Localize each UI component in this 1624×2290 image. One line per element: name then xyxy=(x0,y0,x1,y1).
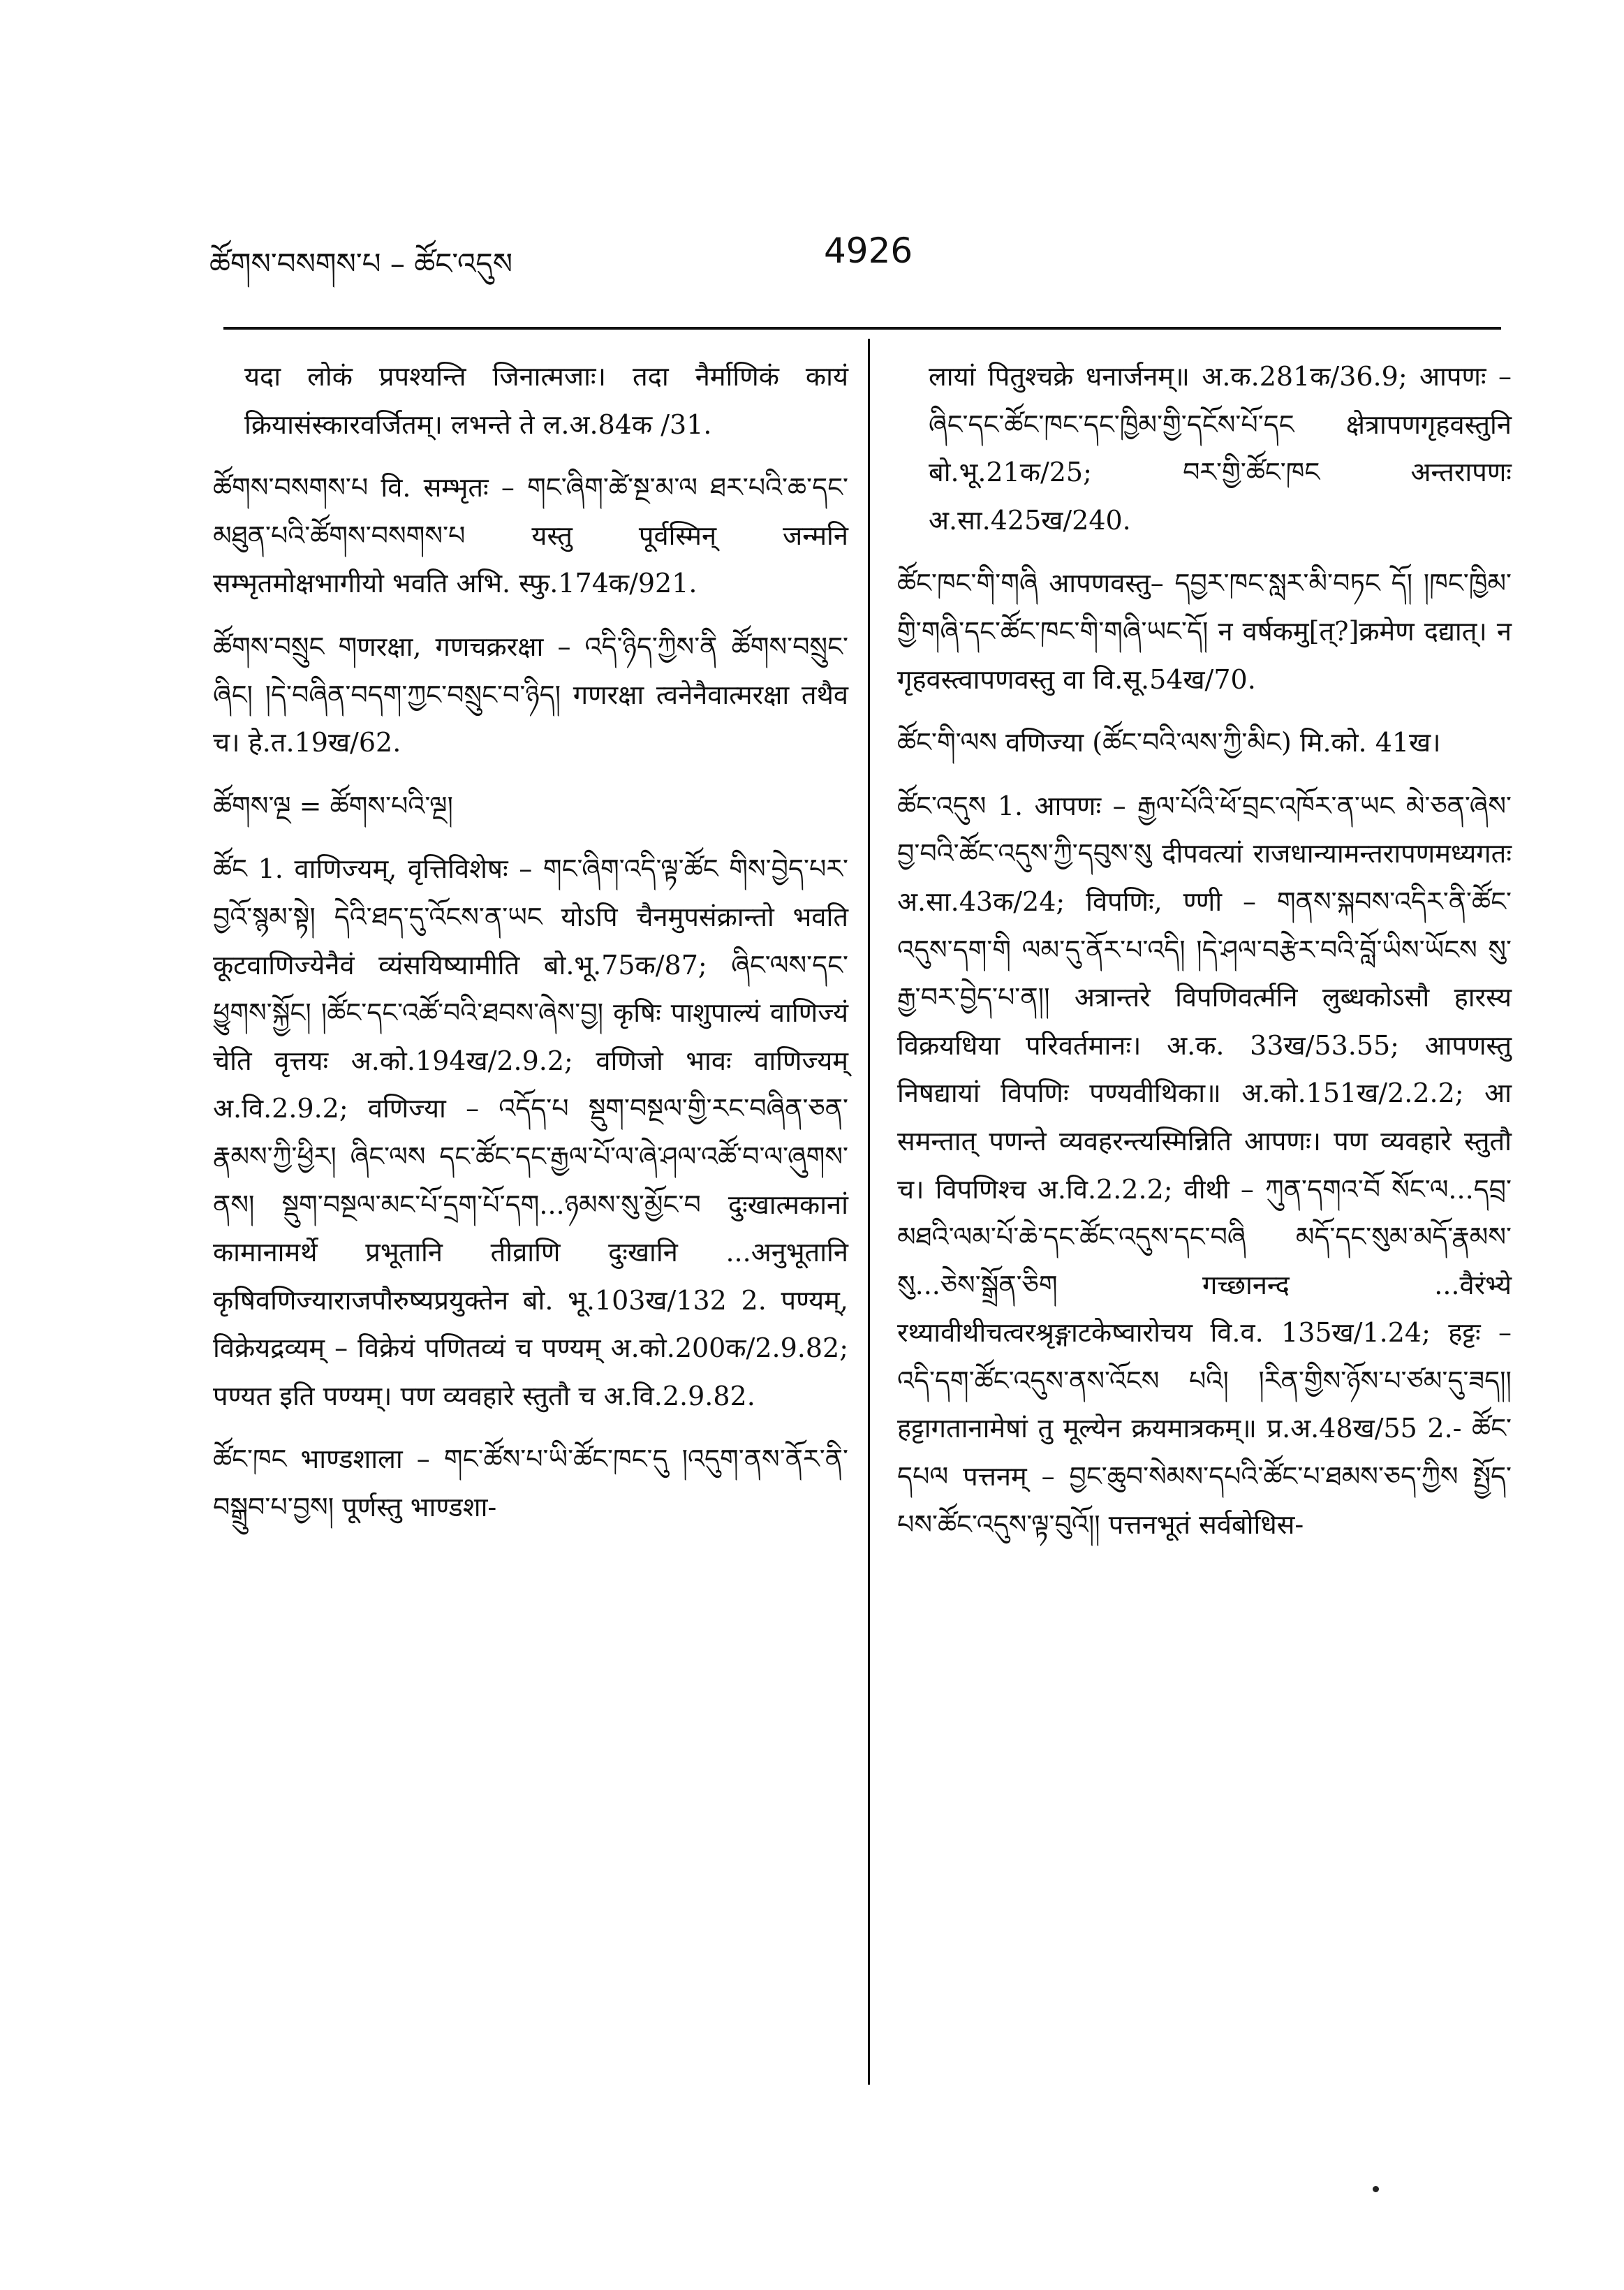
dictionary-entry: ཚོགས་བསགས་པ वि. सम्भृतः – གང་ཞིག་ཚེ་སྔ་མ་ལ ཐར་པའི་ཆ་དང་མཐུན་པའི་ཚོགས་བསགས་པ यस्तु पूर्वस्मिन् जन्मनि सम्भृतमोक्षभागीयो भवति अभि. स्फु.174क/921. xyxy=(213,472,848,599)
dictionary-entry: यदा लोकं प्रपश्यन्ति जिनात्मजाः। तदा नैर्माणिकं कायं क्रियासंस्कारवर्जितम्। लभन्ते ते ल.अ.84क /31. xyxy=(244,361,848,440)
header-rule xyxy=(223,327,1501,330)
dictionary-entry: लायां पितुश्चक्रे धनार्जनम्॥ अ.क.281क/36.9; आपणः – ཞིང་དང་ཚོང་ཁང་དང་ཁྱིམ་གྱི་དངོས་པོ་དང क्षेत्रापणगृहवस्तुनि बो.भू.21क/25; བར་གྱི་ཚོང་ཁང अन्तरापणः अ.सा.425ख/240. xyxy=(929,361,1512,536)
dictionary-entry: ཚོང་ཁང་གི་གཞི आपणवस्तु– དབྱར་ཁང་སླར་མི་བཏང དོ། །ཁང་ཁྱིམ་གྱི་གཞི་དང་ཚོང་ཁང་གི་གཞི་ཡང་དོ། न वर्षकमु[त्?]क्रमेण दद्यात्। न गृहवस्त्वापणवस्तु वा वि.सू.54ख/70. xyxy=(897,568,1512,695)
dictionary-entry: ཚོང་འདུས 1. आपणः – རྒྱལ་པོའི་ཕོ་བྲང་འཁོར་ན་ཡང མེ་ཅན་ཞེས་བྱ་བའི་ཚོང་འདུས་ཀྱི་དབུས་སུ दीपवत्यां राजधान्यामन्तरापणमध्यगतः अ.सा.43क/24; विपणिः, ण्णी – གནས་སྐབས་འདིར་ནི་ཚོང་འདུས་དག་གི ལམ་དུ་ནོར་པ་འདི། །དེ་ཤལ་བརྩེར་བའི་བློ་ཡིས་ཡོངས སུ་རྒྱ་བར་བྱེད་པ་ན།། अत्रान्तरे विपणिवर्त्मनि लुब्धकोऽसौ हारस्य विक्रयधिया परिवर्तमानः। अ.क. 33ख/53.55; आपणस्तु निषद्यायां विपणिः पण्यवीथिका॥ अ.को.151ख/2.2.2; आ समन्तात् पणन्ते व्यवहरन्त्यस्मिन्निति आपणः। पण व्यवहारे स्तुतौ च। विपणिश्च अ.वि.2.2.2; वीथी – ཀུན་དགའ་བོ སོང་ལ...དབྲ་མཐའི་ལམ་པོ་ཆེ་དང་ཚོང་འདུས་དང་བཞི མདོ་དང་སུམ་མདོ་རྣམས་སུ...ཅེས་སྒྲོན་ཅིག गच्छानन्द ...वैरंभ्ये रथ्यावीथीचत्वरश्रृङ्गाटकेष्वारोचय वि.व. 135ख/1.24; हट्टः – འདི་དག་ཚོང་འདུས་ནས་འོངས པའི། །རིན་གྱིས་ཉོས་པ་ཙམ་དུ་ཟད།། हट्टागतानामेषां तु मूल्येन क्रयमात्रकम्॥ प्र.अ.48ख/55 2.- ཚོང་དཔལ पत्तनम् – བྱང་ཆུབ་སེམས་དཔའི་ཚོང་པ་ཐམས་ཅད་ཀྱིས སྤྱོད་པས་ཚོང་འདུས་ལྟ་བུའོ།། पत्तनभूतं सर्वबोधिस- xyxy=(897,790,1512,1540)
dictionary-entry: ཚོགས་བསྲུང གणरक्षा, गणचक्ररक्षा – འདི་ཉིད་ཀྱིས་ནི ཚོགས་བསྲུང་ཞིང། །དེ་བཞིན་བདག་ཀྱང་བསྲུང་བ་ཉིད། गणरक्षा त्वनेनैवात्मरक्षा तथैव च। हे.त.19ख/62. xyxy=(213,631,848,758)
running-head: ཚོགས་བསགས་པ – ཚོང་འདུས xyxy=(209,247,513,281)
dictionary-entry: ཚོང 1. वाणिज्यम्, वृत्तिविशेषः – གང་ཞིག་འདི་ལྟ་ཚོང གིས་བྱེད་པར་བྱའོ་སྙམ་སྟེ། དེའི་ཐད་དུ་འོངས་ན་ཡང योऽपि चैनमुपसंक्रान्तो भवति कूटवाणिज्येनैवं व्यंसयिष्यामीति बो.भू.75क/87; ཞིང་ལས་དང་ཕྱུགས་སྐྱོང། །ཚོང་དང་འཚོ་བའི་ཐབས་ཞེས་བྱ། कृषिः पाशुपाल्यं वाणिज्यं चेति वृत्तयः अ.को.194ख/2.9.2; वणिजो भावः वाणिज्यम् अ.वि.2.9.2; वणिज्या – འདོད་པ སྡུག་བསྔལ་གྱི་རང་བཞིན་ཅན་རྣམས་ཀྱི་ཕྱིར། ཞིང་ལས དང་ཚོང་དང་རྒྱལ་པོ་ལ་ཞེ་ཤལ་འཚོ་བ་ལ་ཞུགས་ནས། སྡུག་བསྔལ་མང་པོ་དྲག་པོ་དག...ཉམས་སུ་མྱོང་བ दुःखात्मकानां कामानामर्थे प्रभूतानि तीव्राणि दुःखानि ...अनुभूतानि कृषिवणिज्याराजपौरुष्यप्रयुक्तेन बो. भू.103ख/132 2. पण्यम्, विक्रेयद्रव्यम् – विक्रेयं पणितव्यं च पण्यम् अ.को.200क/2.9.82; पण्यत इति पण्यम्। पण व्यवहारे स्तुतौ च अ.वि.2.9.82. xyxy=(213,853,848,1411)
ink-speck xyxy=(1373,2186,1379,2192)
page-number: 4926 xyxy=(824,230,913,271)
right-column xyxy=(897,353,1512,1564)
dictionary-entry: ཚོང་ཁང भाण्डशाला – གང་ཚོས་པ་ཡི་ཚོང་ཁང་དུ །འདུག་ནས་ནོར་ནི་བསྒྲུབ་པ་བྱས། पूर्णस्तु भाण्डशा- xyxy=(213,1444,848,1523)
column-divider xyxy=(868,339,870,2085)
dictionary-entry: ཚོང་གི་ལས वणिज्या (ཚོང་བའི་ལས་ཀྱི་མིང) मि.को. 41ख। xyxy=(897,727,1441,758)
page-header xyxy=(209,230,1501,293)
left-column xyxy=(213,353,848,1547)
dictionary-entry: ཚོགས་ལྔ = ཚོགས་པའི་ལྔ། xyxy=(213,790,453,821)
